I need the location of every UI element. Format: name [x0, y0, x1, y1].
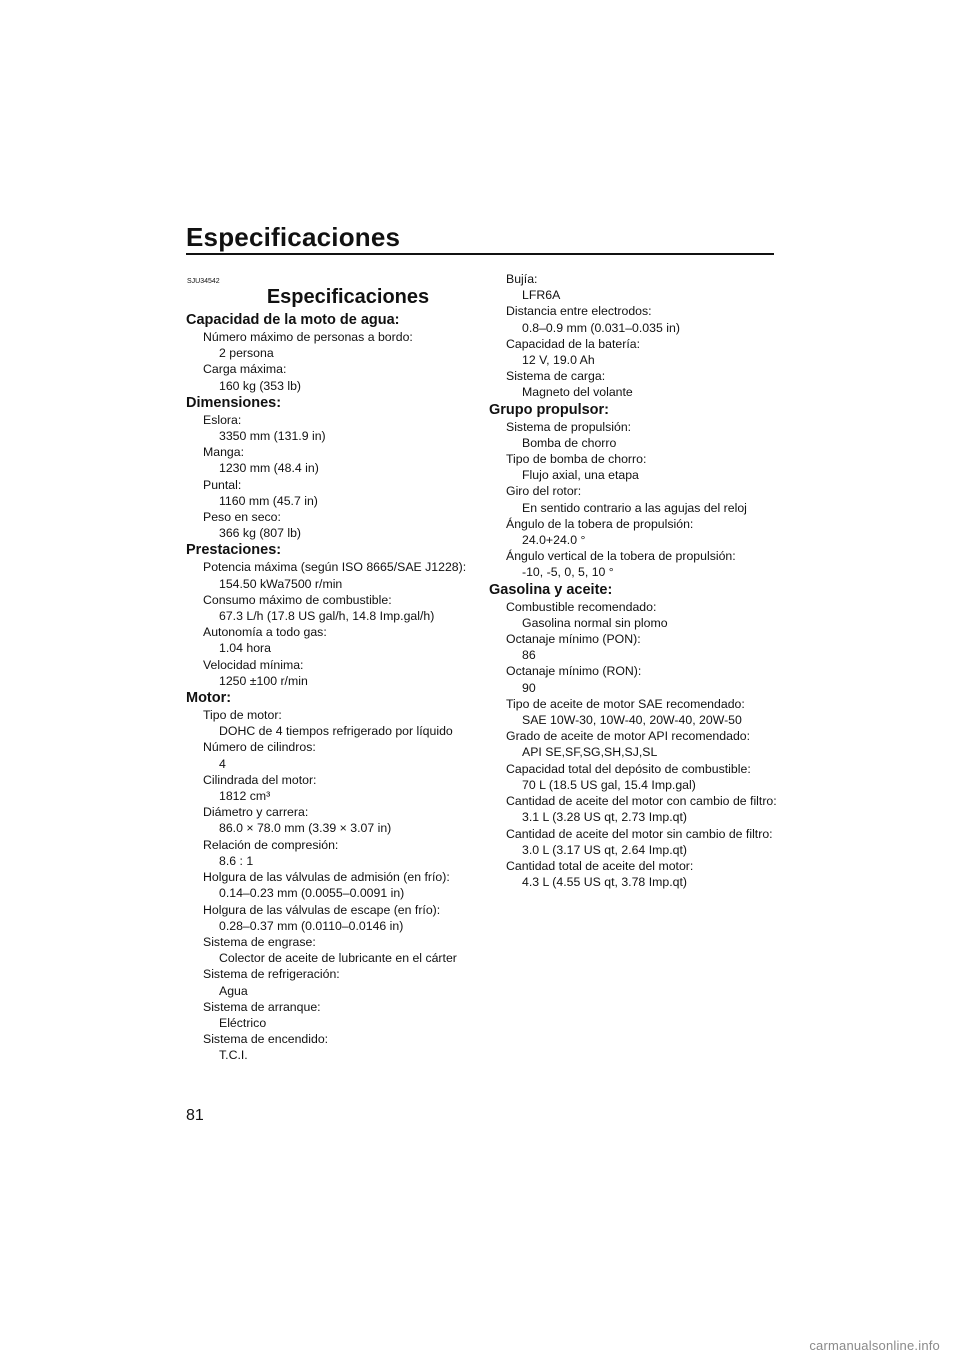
- spec-label: Octanaje mínimo (RON):: [506, 664, 642, 679]
- spec-value: -10, -5, 0, 5, 10 °: [522, 565, 614, 580]
- spec-value: Magneto del volante: [522, 385, 633, 400]
- spec-value: Bomba de chorro: [522, 435, 617, 450]
- spec-value: LFR6A: [522, 288, 561, 303]
- spec-label: Distancia entre electrodos:: [506, 304, 652, 319]
- spec-label: Capacidad total del depósito de combustible:: [506, 761, 751, 776]
- spec-value: API SE,SF,SG,SH,SJ,SL: [522, 745, 658, 760]
- spec-value: En sentido contrario a las agujas del reloj: [522, 500, 747, 515]
- spec-value: 0.28–0.37 mm (0.0110–0.0146 in): [219, 918, 404, 933]
- spec-label: Ángulo vertical de la tobera de propulsión:: [506, 549, 736, 564]
- spec-value: T.C.I.: [219, 1048, 248, 1063]
- page-number: 81: [186, 1107, 204, 1124]
- spec-label: Consumo máximo de combustible:: [203, 592, 392, 607]
- spec-value: 1.04 hora: [219, 641, 271, 656]
- header-rule: [186, 253, 774, 255]
- spec-label: Número de cilindros:: [203, 740, 316, 755]
- group-heading: Dimensiones:: [186, 394, 282, 411]
- spec-label: Grado de aceite de motor API recomendado:: [506, 729, 751, 744]
- spec-label: Ángulo de la tobera de propulsión:: [506, 516, 694, 531]
- spec-label: Sistema de engrase:: [203, 934, 316, 949]
- spec-label: Cantidad de aceite del motor con cambio de filtro:: [506, 794, 777, 809]
- spec-value: 3.1 L (3.28 US qt, 2.73 Imp.qt): [522, 810, 687, 825]
- group-heading: Prestaciones:: [186, 542, 282, 559]
- spec-label: Capacidad de la batería:: [506, 336, 640, 351]
- spec-label: Octanaje mínimo (PON):: [506, 632, 641, 647]
- group-heading: Grupo propulsor:: [489, 401, 610, 418]
- group-heading: Gasolina y aceite:: [489, 581, 613, 598]
- spec-label: Sistema de refrigeración:: [203, 967, 340, 982]
- spec-label: Holgura de las válvulas de admisión (en frío):: [203, 870, 450, 885]
- spec-label: Sistema de carga:: [506, 369, 606, 384]
- spec-value: 366 kg (807 lb): [219, 526, 302, 541]
- spec-value: 1160 mm (45.7 in): [219, 493, 318, 508]
- spec-label: Sistema de propulsión:: [506, 419, 632, 434]
- spec-value: 1250 ±100 r/min: [219, 673, 308, 688]
- spec-value: 2 persona: [219, 346, 274, 361]
- spec-value: Eléctrico: [219, 1015, 267, 1030]
- spec-label: Potencia máxima (según ISO 8665/SAE J1228):: [203, 560, 467, 575]
- spec-label: Autonomía a todo gas:: [203, 625, 327, 640]
- spec-value: 86: [522, 648, 536, 663]
- spec-value: 70 L (18.5 US gal, 15.4 Imp.gal): [522, 777, 696, 792]
- section-title: Especificaciones: [266, 286, 430, 308]
- right-top-items: [489, 271, 779, 401]
- spec-value: 90: [522, 680, 536, 695]
- spec-label: Diámetro y carrera:: [203, 805, 309, 820]
- spec-label: Cantidad de aceite del motor sin cambio de filtro:: [506, 826, 773, 841]
- spec-label: Cilindrada del motor:: [203, 772, 317, 787]
- spec-value: 4.3 L (4.55 US qt, 3.78 Imp.qt): [522, 875, 687, 890]
- spec-value: 1812 cm³: [219, 789, 271, 804]
- group-heading: Motor:: [186, 690, 232, 707]
- spec-value: 0.14–0.23 mm (0.0055–0.0091 in): [219, 886, 405, 901]
- spec-label: Tipo de motor:: [203, 708, 282, 723]
- spec-label: Eslora:: [203, 412, 242, 427]
- spec-value: Colector de aceite de lubricante en el cárter: [219, 951, 457, 966]
- spec-value: 67.3 L/h (17.8 US gal/h, 14.8 Imp.gal/h): [219, 609, 435, 624]
- spec-label: Bujía:: [506, 272, 538, 286]
- spec-label: Carga máxima:: [203, 362, 287, 377]
- spec-value: 0.8–0.9 mm (0.031–0.035 in): [522, 320, 680, 335]
- spec-label: Sistema de encendido:: [203, 1032, 329, 1047]
- spec-label: Puntal:: [203, 477, 242, 492]
- spec-value: Agua: [219, 983, 248, 998]
- spec-label: Cantidad total de aceite del motor:: [506, 858, 694, 873]
- left-groups: [186, 311, 476, 1064]
- spec-label: Combustible recomendado:: [506, 599, 657, 614]
- spec-value: 3350 mm (131.9 in): [219, 429, 326, 444]
- spec-value: Gasolina normal sin plomo: [522, 615, 668, 630]
- spec-value: Flujo axial, una etapa: [522, 468, 639, 483]
- spec-value: 86.0 × 78.0 mm (3.39 × 3.07 in): [219, 821, 392, 836]
- page-header-title: Especificaciones: [186, 222, 401, 252]
- spec-value: 1230 mm (48.4 in): [219, 461, 319, 476]
- spec-label: Número máximo de personas a bordo:: [203, 330, 413, 344]
- spec-value: 3.0 L (3.17 US qt, 2.64 Imp.qt): [522, 842, 687, 857]
- doc-code: SJU34542: [187, 278, 220, 285]
- spec-value: SAE 10W-30, 10W-40, 20W-40, 20W-50: [522, 713, 742, 728]
- right-column: [489, 271, 779, 890]
- spec-label: Giro del rotor:: [506, 484, 582, 499]
- spec-value: 4: [219, 756, 226, 771]
- spec-label: Velocidad mínima:: [203, 657, 304, 672]
- spec-label: Tipo de aceite de motor SAE recomendado:: [506, 696, 745, 711]
- spec-label: Relación de compresión:: [203, 837, 339, 852]
- spec-value: 160 kg (353 lb): [219, 378, 302, 393]
- spec-value: 12 V, 19.0 Ah: [522, 353, 595, 368]
- left-column: [186, 277, 476, 1064]
- spec-value: 8.6 : 1: [219, 853, 254, 868]
- footer-watermark: carmanualsonline.info: [809, 1338, 940, 1353]
- spec-label: Sistema de arranque:: [203, 999, 321, 1014]
- spec-value: 154.50 kWa7500 r/min: [219, 576, 343, 591]
- spec-value: 24.0+24.0 °: [522, 533, 586, 548]
- spec-label: Holgura de las válvulas de escape (en frío):: [203, 902, 441, 917]
- right-groups: [489, 401, 779, 891]
- group-heading: Capacidad de la moto de agua:: [186, 312, 400, 328]
- spec-label: Tipo de bomba de chorro:: [506, 452, 647, 467]
- spec-value: DOHC de 4 tiempos refrigerado por líquido: [219, 724, 453, 739]
- spec-label: Manga:: [203, 445, 245, 460]
- spec-label: Peso en seco:: [203, 510, 281, 525]
